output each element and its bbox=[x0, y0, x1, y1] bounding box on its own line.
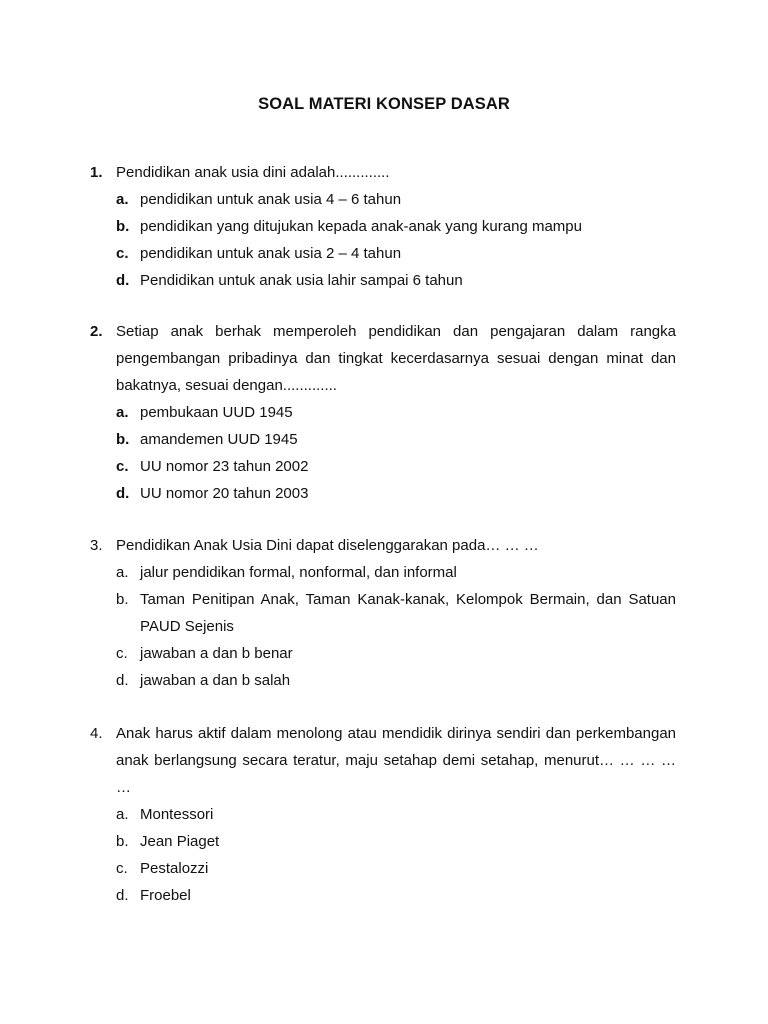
question-number: 4. bbox=[90, 725, 103, 742]
question-text: Pendidikan Anak Usia Dini dapat diselenggarakan pada… … … bbox=[116, 537, 539, 554]
option-letter: a. bbox=[116, 191, 129, 208]
question-text: Anak harus aktif dalam menolong atau mendidik dirinya sendiri dan perkembangan anak berlangsung secara teratur, maju setahap demi setahap, menurut… … … … … bbox=[116, 725, 676, 796]
question-number: 2. bbox=[90, 323, 103, 340]
option-text: pembukaan UUD 1945 bbox=[140, 404, 293, 421]
option-text: Montessori bbox=[140, 806, 214, 823]
option-b bbox=[116, 586, 676, 640]
option-text: jawaban a dan b benar bbox=[140, 645, 293, 662]
option-text: Pendidikan untuk anak usia lahir sampai 6 tahun bbox=[140, 272, 463, 289]
question-text: Setiap anak berhak memperoleh pendidikan dan pengajaran dalam rangka pengembangan pribadinya dan tingkat kecerdasarnya sesuai dengan minat dan bakatnya, sesuai dengan............. bbox=[116, 323, 676, 394]
option-b bbox=[116, 426, 676, 453]
option-letter: d. bbox=[116, 672, 129, 689]
question-1 bbox=[90, 159, 676, 294]
question-4 bbox=[90, 720, 676, 909]
option-letter: c. bbox=[116, 458, 129, 475]
document-title: SOAL MATERI KONSEP DASAR bbox=[258, 95, 510, 113]
option-text: UU nomor 23 tahun 2002 bbox=[140, 458, 309, 475]
option-b bbox=[116, 828, 676, 855]
option-text: pendidikan yang ditujukan kepada anak-anak yang kurang mampu bbox=[140, 218, 582, 235]
option-d bbox=[116, 480, 676, 507]
option-letter: b. bbox=[116, 218, 130, 235]
option-letter: a. bbox=[116, 806, 129, 823]
option-d bbox=[116, 882, 676, 909]
option-text: jawaban a dan b salah bbox=[140, 672, 291, 689]
option-text: jalur pendidikan formal, nonformal, dan informal bbox=[140, 564, 457, 581]
option-letter: b. bbox=[116, 431, 130, 448]
option-c bbox=[116, 240, 676, 267]
option-a bbox=[116, 186, 676, 213]
option-text: Froebel bbox=[140, 887, 191, 904]
option-text: pendidikan untuk anak usia 4 – 6 tahun bbox=[140, 191, 402, 208]
option-text: Taman Penitipan Anak, Taman Kanak-kanak, Kelompok Bermain, dan Satuan PAUD Sejenis bbox=[140, 591, 676, 635]
option-letter: d. bbox=[116, 272, 130, 289]
option-b bbox=[116, 213, 676, 240]
question-number: 3. bbox=[90, 537, 103, 554]
option-text: Jean Piaget bbox=[140, 833, 220, 850]
question-text: Pendidikan anak usia dini adalah............. bbox=[116, 164, 390, 181]
option-text: UU nomor 20 tahun 2003 bbox=[140, 485, 309, 502]
option-a bbox=[116, 399, 676, 426]
question-2 bbox=[90, 318, 676, 507]
option-a bbox=[116, 559, 676, 586]
option-letter: c. bbox=[116, 245, 129, 262]
question-3 bbox=[90, 532, 676, 694]
option-text: amandemen UUD 1945 bbox=[140, 431, 298, 448]
option-letter: b. bbox=[116, 833, 129, 850]
option-letter: b. bbox=[116, 591, 129, 608]
option-letter: a. bbox=[116, 404, 129, 421]
option-d bbox=[116, 667, 676, 694]
option-text: pendidikan untuk anak usia 2 – 4 tahun bbox=[140, 245, 402, 262]
option-a bbox=[116, 801, 676, 828]
option-text: Pestalozzi bbox=[140, 860, 209, 877]
question-number: 1. bbox=[90, 164, 103, 181]
option-c bbox=[116, 855, 676, 882]
option-letter: d. bbox=[116, 485, 130, 502]
option-letter: a. bbox=[116, 564, 129, 581]
option-letter: c. bbox=[116, 645, 128, 662]
option-d bbox=[116, 267, 676, 294]
option-letter: c. bbox=[116, 860, 128, 877]
option-letter: d. bbox=[116, 887, 129, 904]
option-c bbox=[116, 640, 676, 667]
option-c bbox=[116, 453, 676, 480]
